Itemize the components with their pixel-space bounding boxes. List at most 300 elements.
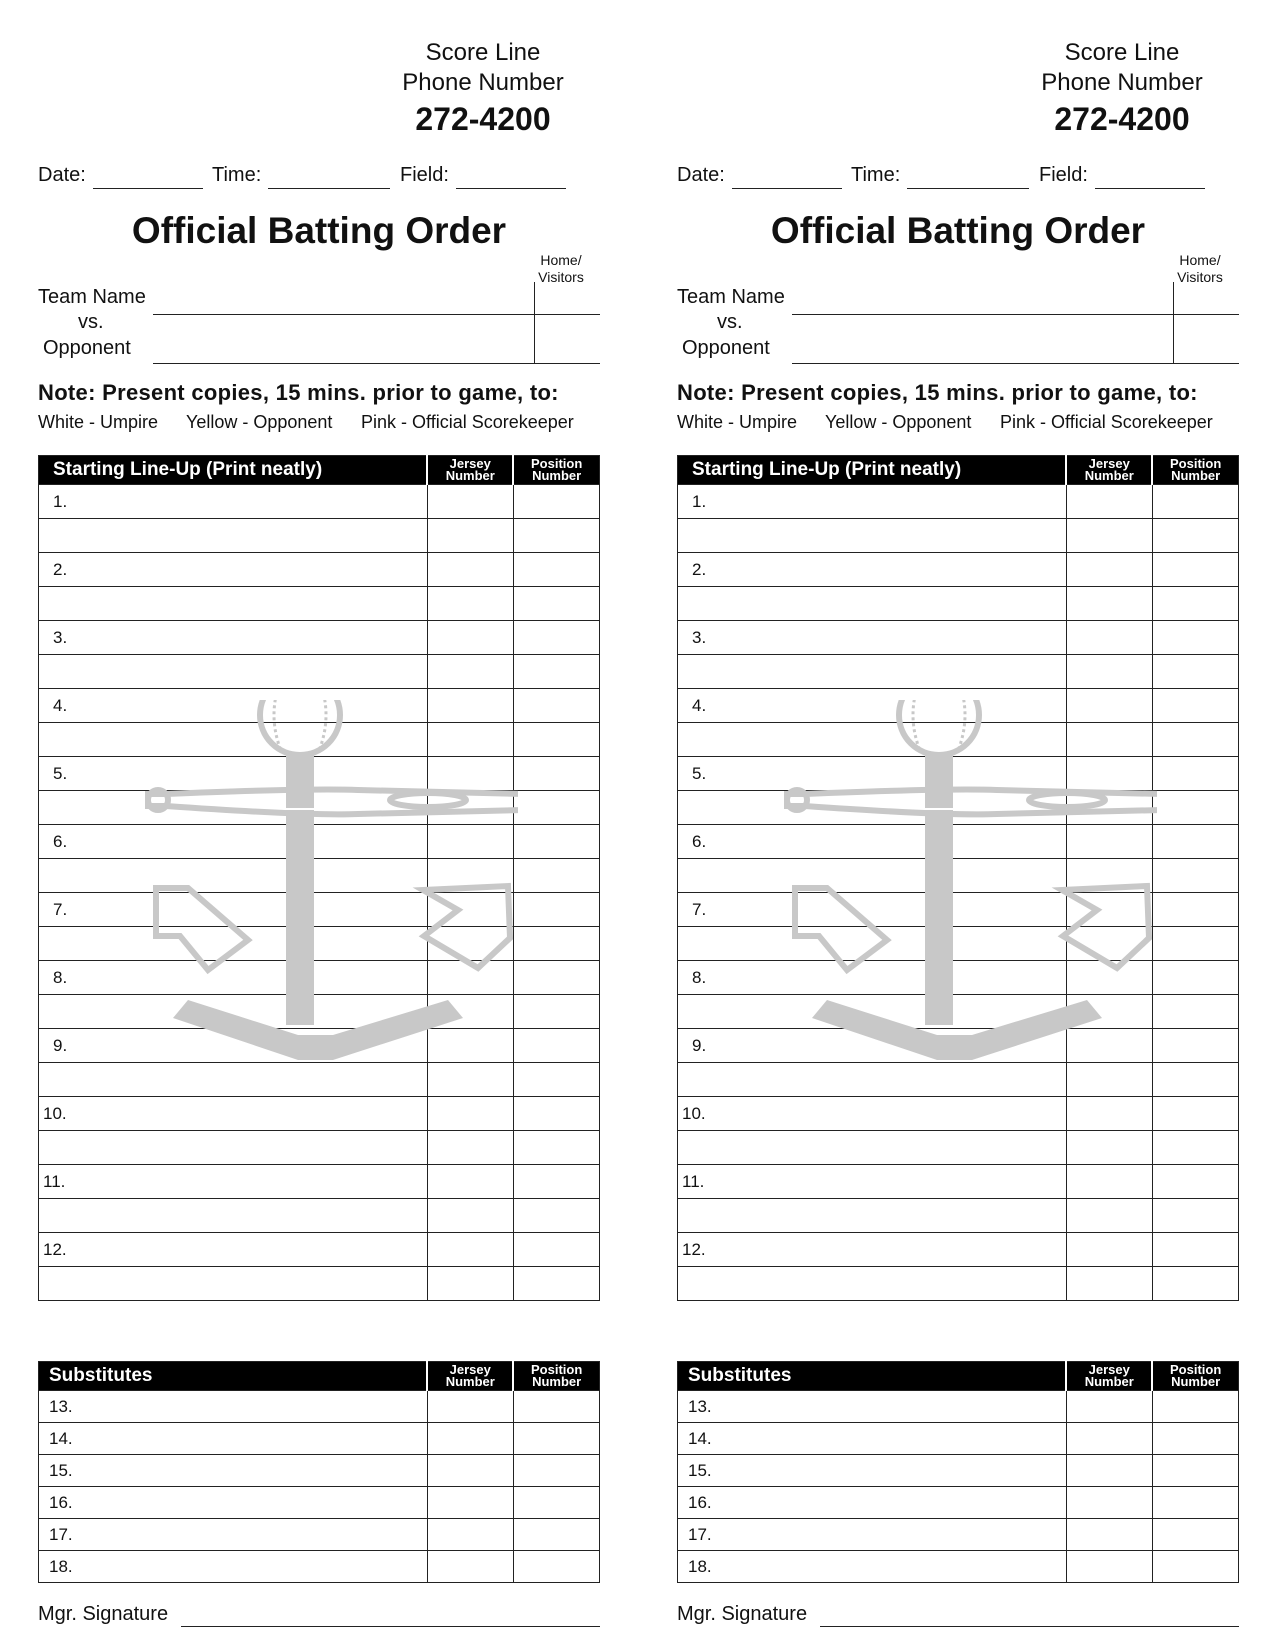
substitutes-header: Substitutes xyxy=(678,1362,1067,1391)
position-cell[interactable] xyxy=(513,1199,599,1233)
lineup-number[interactable]: 5. xyxy=(39,757,428,791)
player-name-cell[interactable] xyxy=(678,519,1067,553)
jersey-cell[interactable] xyxy=(1066,1097,1152,1131)
position-cell[interactable] xyxy=(513,1487,599,1519)
position-cell[interactable] xyxy=(513,485,599,519)
player-name-cell[interactable] xyxy=(678,1267,1067,1301)
sub-position-header-line1: Position xyxy=(1170,1362,1222,1377)
position-cell[interactable] xyxy=(1152,791,1238,825)
score-line-label: Score Line xyxy=(1064,39,1180,66)
visitors-label: Visitors xyxy=(538,269,584,285)
player-name-cell[interactable] xyxy=(39,791,428,825)
position-cell[interactable] xyxy=(1152,1165,1238,1199)
position-cell[interactable] xyxy=(1152,1029,1238,1063)
jersey-cell[interactable] xyxy=(427,927,513,961)
player-name-cell[interactable] xyxy=(678,587,1067,621)
lineup-row xyxy=(39,757,600,791)
lineup-row xyxy=(678,553,1239,587)
player-name-cell[interactable] xyxy=(39,723,428,757)
note-text: Note: Present copies, 15 mins. prior to game, to: xyxy=(38,380,559,405)
substitute-row xyxy=(39,1391,600,1423)
substitute-row xyxy=(39,1423,600,1455)
jersey-cell[interactable] xyxy=(1066,1063,1152,1097)
position-header-line1: Position xyxy=(1170,456,1222,471)
copy-yellow: Yellow - Opponent xyxy=(186,412,333,432)
player-name-cell[interactable] xyxy=(39,859,428,893)
lineup-number[interactable]: 2. xyxy=(39,553,428,587)
opponent-label: Opponent xyxy=(43,337,131,359)
lineup-row-second-line xyxy=(678,655,1239,689)
player-name-cell[interactable] xyxy=(678,723,1067,757)
copy-yellow: Yellow - Opponent xyxy=(825,412,972,432)
position-cell[interactable] xyxy=(513,859,599,893)
jersey-cell[interactable] xyxy=(1066,791,1152,825)
sub-position-number-header xyxy=(513,1362,599,1391)
player-name-cell[interactable] xyxy=(39,519,428,553)
score-line-block xyxy=(1022,38,1222,138)
lineup-row-second-line xyxy=(39,587,600,621)
jersey-cell[interactable] xyxy=(1066,995,1152,1029)
position-cell[interactable] xyxy=(513,995,599,1029)
substitute-row xyxy=(678,1391,1239,1423)
lineup-row-second-line xyxy=(678,1131,1239,1165)
manager-signature-field[interactable] xyxy=(820,1626,1239,1627)
lineup-row xyxy=(39,825,600,859)
jersey-cell[interactable] xyxy=(427,1519,513,1551)
score-line-block xyxy=(383,38,583,138)
position-cell[interactable] xyxy=(513,1233,599,1267)
lineup-row xyxy=(39,553,600,587)
home-visitors-divider xyxy=(1173,282,1174,364)
lineup-row-second-line xyxy=(39,1267,600,1301)
jersey-cell[interactable] xyxy=(427,1199,513,1233)
position-cell[interactable] xyxy=(1152,893,1238,927)
jersey-cell[interactable] xyxy=(1066,723,1152,757)
position-cell[interactable] xyxy=(1152,927,1238,961)
player-name-cell[interactable] xyxy=(39,1063,428,1097)
jersey-cell[interactable] xyxy=(427,961,513,995)
position-cell[interactable] xyxy=(1152,1455,1238,1487)
team-name-field[interactable] xyxy=(153,314,600,315)
substitute-row xyxy=(678,1487,1239,1519)
sub-jersey-header-line1: Jersey xyxy=(1088,1362,1130,1377)
lineup-row-second-line xyxy=(39,995,600,1029)
player-name-cell[interactable] xyxy=(678,995,1067,1029)
lineup-number[interactable]: 1. xyxy=(39,485,428,519)
time-field[interactable] xyxy=(907,188,1029,189)
jersey-cell[interactable] xyxy=(427,1487,513,1519)
jersey-cell[interactable] xyxy=(427,1423,513,1455)
date-label: Date: xyxy=(677,164,725,186)
field-field[interactable] xyxy=(1095,188,1205,189)
game-info-row xyxy=(38,164,600,194)
player-name-cell[interactable] xyxy=(39,1131,428,1165)
date-label: Date: xyxy=(38,164,86,186)
copies-distribution xyxy=(677,412,1239,436)
substitute-number[interactable]: 18. xyxy=(39,1551,428,1583)
time-label: Time: xyxy=(212,164,262,186)
position-header-line2: Number xyxy=(1171,468,1221,483)
vs-label: vs. xyxy=(717,311,743,333)
position-cell[interactable] xyxy=(513,791,599,825)
lineup-row xyxy=(678,1029,1239,1063)
lineup-row xyxy=(678,1233,1239,1267)
jersey-cell[interactable] xyxy=(427,587,513,621)
team-name-label: Team Name xyxy=(38,286,146,308)
jersey-cell[interactable] xyxy=(1066,519,1152,553)
jersey-cell[interactable] xyxy=(1066,621,1152,655)
position-cell[interactable] xyxy=(1152,825,1238,859)
lineup-row xyxy=(678,893,1239,927)
lineup-row xyxy=(678,689,1239,723)
player-name-cell[interactable] xyxy=(678,1063,1067,1097)
position-cell[interactable] xyxy=(513,1391,599,1423)
field-field[interactable] xyxy=(456,188,566,189)
lineup-row-second-line xyxy=(678,791,1239,825)
jersey-cell[interactable] xyxy=(1066,1423,1152,1455)
player-name-cell[interactable] xyxy=(678,1131,1067,1165)
position-cell[interactable] xyxy=(1152,1063,1238,1097)
manager-signature-label: Mgr. Signature xyxy=(38,1603,169,1625)
position-header-line1: Position xyxy=(531,456,583,471)
lineup-row xyxy=(678,621,1239,655)
substitute-number[interactable]: 13. xyxy=(678,1391,1067,1423)
lineup-number[interactable]: 9. xyxy=(678,1029,1067,1063)
jersey-cell[interactable] xyxy=(1066,1233,1152,1267)
lineup-row-second-line xyxy=(39,859,600,893)
position-cell[interactable] xyxy=(513,1267,599,1301)
lineup-number[interactable]: 5. xyxy=(678,757,1067,791)
phone-number: 272-4200 xyxy=(1054,101,1190,137)
jersey-cell[interactable] xyxy=(1066,1455,1152,1487)
date-field[interactable] xyxy=(732,188,842,189)
position-cell[interactable] xyxy=(513,723,599,757)
jersey-cell[interactable] xyxy=(1066,1391,1152,1423)
position-cell[interactable] xyxy=(1152,1097,1238,1131)
score-line-label: Score Line xyxy=(425,39,541,66)
jersey-cell[interactable] xyxy=(1066,757,1152,791)
substitute-row xyxy=(39,1519,600,1551)
jersey-cell[interactable] xyxy=(427,1391,513,1423)
date-field[interactable] xyxy=(93,188,203,189)
lineup-number[interactable]: 7. xyxy=(678,893,1067,927)
jersey-cell[interactable] xyxy=(427,1233,513,1267)
position-cell[interactable] xyxy=(513,1423,599,1455)
position-cell[interactable] xyxy=(1152,859,1238,893)
batting-order-sheet-right xyxy=(677,0,1239,1650)
sub-position-header-line1: Position xyxy=(531,1362,583,1377)
opponent-field[interactable] xyxy=(153,363,600,364)
page-title: Official Batting Order xyxy=(131,210,507,251)
position-cell[interactable] xyxy=(513,1131,599,1165)
jersey-cell[interactable] xyxy=(1066,927,1152,961)
field-label: Field: xyxy=(1039,164,1088,186)
substitute-row xyxy=(39,1551,600,1583)
jersey-cell[interactable] xyxy=(427,655,513,689)
position-cell[interactable] xyxy=(513,1097,599,1131)
jersey-cell[interactable] xyxy=(1066,893,1152,927)
home-visitors-label xyxy=(528,252,594,286)
position-number-header xyxy=(1152,456,1238,485)
jersey-cell[interactable] xyxy=(1066,1519,1152,1551)
position-cell[interactable] xyxy=(513,553,599,587)
page-title: Official Batting Order xyxy=(770,210,1146,251)
lineup-row xyxy=(39,621,600,655)
lineup-row xyxy=(678,961,1239,995)
player-name-cell[interactable] xyxy=(39,1199,428,1233)
position-cell[interactable] xyxy=(513,961,599,995)
substitute-number[interactable]: 13. xyxy=(39,1391,428,1423)
position-cell[interactable] xyxy=(513,1551,599,1583)
lineup-row-second-line xyxy=(39,1199,600,1233)
position-cell[interactable] xyxy=(1152,1519,1238,1551)
jersey-cell[interactable] xyxy=(1066,1267,1152,1301)
lineup-number[interactable]: 11. xyxy=(39,1165,428,1199)
time-label: Time: xyxy=(851,164,901,186)
jersey-cell[interactable] xyxy=(427,723,513,757)
position-header-line2: Number xyxy=(532,468,582,483)
lineup-number[interactable]: 6. xyxy=(39,825,428,859)
sub-position-number-header xyxy=(1152,1362,1238,1391)
lineup-row-second-line xyxy=(39,1063,600,1097)
lineup-number[interactable]: 8. xyxy=(678,961,1067,995)
position-cell[interactable] xyxy=(1152,485,1238,519)
jersey-cell[interactable] xyxy=(427,1267,513,1301)
lineup-row-second-line xyxy=(678,927,1239,961)
substitute-number[interactable]: 14. xyxy=(678,1423,1067,1455)
player-name-cell[interactable] xyxy=(678,859,1067,893)
lineup-row xyxy=(39,689,600,723)
sub-jersey-header-line1: Jersey xyxy=(449,1362,491,1377)
jersey-cell[interactable] xyxy=(427,1029,513,1063)
jersey-cell[interactable] xyxy=(427,1063,513,1097)
jersey-cell[interactable] xyxy=(1066,1131,1152,1165)
lineup-number[interactable]: 3. xyxy=(39,621,428,655)
jersey-cell[interactable] xyxy=(1066,1551,1152,1583)
position-cell[interactable] xyxy=(1152,1199,1238,1233)
jersey-cell[interactable] xyxy=(427,1165,513,1199)
phone-number-label: Phone Number xyxy=(402,69,564,96)
jersey-cell[interactable] xyxy=(1066,859,1152,893)
substitute-number[interactable]: 15. xyxy=(39,1455,428,1487)
position-cell[interactable] xyxy=(1152,1423,1238,1455)
copy-white: White - Umpire xyxy=(677,412,798,432)
lineup-row-second-line xyxy=(678,995,1239,1029)
field-label: Field: xyxy=(400,164,449,186)
lineup-row xyxy=(39,961,600,995)
position-cell[interactable] xyxy=(513,519,599,553)
jersey-cell[interactable] xyxy=(1066,553,1152,587)
position-cell[interactable] xyxy=(1152,723,1238,757)
jersey-cell[interactable] xyxy=(1066,1165,1152,1199)
substitutes-header: Substitutes xyxy=(39,1362,428,1391)
jersey-cell[interactable] xyxy=(427,689,513,723)
position-cell[interactable] xyxy=(1152,655,1238,689)
position-cell[interactable] xyxy=(513,1063,599,1097)
lineup-number[interactable]: 6. xyxy=(678,825,1067,859)
lineup-row-second-line xyxy=(39,1131,600,1165)
lineup-header: Starting Line-Up (Print neatly) xyxy=(678,456,1067,485)
substitute-number[interactable]: 14. xyxy=(39,1423,428,1455)
lineup-row-second-line xyxy=(39,927,600,961)
jersey-cell[interactable] xyxy=(427,893,513,927)
jersey-cell[interactable] xyxy=(427,1131,513,1165)
substitute-number[interactable]: 17. xyxy=(678,1519,1067,1551)
position-cell[interactable] xyxy=(513,893,599,927)
position-cell[interactable] xyxy=(1152,689,1238,723)
position-cell[interactable] xyxy=(513,621,599,655)
position-cell[interactable] xyxy=(1152,587,1238,621)
lineup-number[interactable]: 7. xyxy=(39,893,428,927)
opponent-field[interactable] xyxy=(792,363,1239,364)
player-name-cell[interactable] xyxy=(678,791,1067,825)
lineup-row-second-line xyxy=(39,519,600,553)
player-name-cell[interactable] xyxy=(39,1267,428,1301)
position-cell[interactable] xyxy=(1152,621,1238,655)
starting-lineup-table xyxy=(38,455,600,1301)
jersey-cell[interactable] xyxy=(427,1551,513,1583)
phone-number: 272-4200 xyxy=(415,101,551,137)
player-name-cell[interactable] xyxy=(678,1199,1067,1233)
home-visitors-divider xyxy=(534,282,535,364)
lineup-number[interactable]: 3. xyxy=(678,621,1067,655)
jersey-cell[interactable] xyxy=(427,825,513,859)
lineup-row xyxy=(39,1165,600,1199)
lineup-row-second-line xyxy=(678,519,1239,553)
jersey-number-header xyxy=(1066,456,1152,485)
jersey-cell[interactable] xyxy=(427,791,513,825)
team-name-field[interactable] xyxy=(792,314,1239,315)
position-cell[interactable] xyxy=(1152,1267,1238,1301)
team-name-label: Team Name xyxy=(677,286,785,308)
position-cell[interactable] xyxy=(513,1455,599,1487)
lineup-number[interactable]: 4. xyxy=(678,689,1067,723)
jersey-cell[interactable] xyxy=(427,995,513,1029)
position-cell[interactable] xyxy=(513,689,599,723)
lineup-row-second-line xyxy=(678,587,1239,621)
lineup-row xyxy=(678,1097,1239,1131)
jersey-cell[interactable] xyxy=(427,757,513,791)
position-cell[interactable] xyxy=(1152,1551,1238,1583)
substitute-row xyxy=(678,1455,1239,1487)
substitute-number[interactable]: 18. xyxy=(678,1551,1067,1583)
lineup-row-second-line xyxy=(678,859,1239,893)
position-cell[interactable] xyxy=(1152,995,1238,1029)
player-name-cell[interactable] xyxy=(39,995,428,1029)
lineup-row xyxy=(39,1029,600,1063)
player-name-cell[interactable] xyxy=(678,655,1067,689)
lineup-row xyxy=(39,1233,600,1267)
lineup-number[interactable]: 1. xyxy=(678,485,1067,519)
jersey-cell[interactable] xyxy=(1066,689,1152,723)
substitutes-table xyxy=(677,1361,1239,1583)
jersey-cell[interactable] xyxy=(1066,655,1152,689)
sub-position-header-line2: Number xyxy=(1171,1374,1221,1389)
position-cell[interactable] xyxy=(1152,1233,1238,1267)
manager-signature-field[interactable] xyxy=(181,1626,600,1627)
jersey-header-line2: Number xyxy=(445,468,495,483)
lineup-number[interactable]: 8. xyxy=(39,961,428,995)
position-cell[interactable] xyxy=(1152,519,1238,553)
position-cell[interactable] xyxy=(1152,553,1238,587)
batting-order-sheet-left xyxy=(38,0,600,1650)
lineup-row xyxy=(678,485,1239,519)
jersey-cell[interactable] xyxy=(427,1455,513,1487)
jersey-cell[interactable] xyxy=(1066,485,1152,519)
player-name-cell[interactable] xyxy=(39,655,428,689)
position-cell[interactable] xyxy=(513,655,599,689)
lineup-number[interactable]: 2. xyxy=(678,553,1067,587)
position-cell[interactable] xyxy=(1152,757,1238,791)
jersey-cell[interactable] xyxy=(1066,1029,1152,1063)
position-cell[interactable] xyxy=(513,1165,599,1199)
note-text: Note: Present copies, 15 mins. prior to game, to: xyxy=(677,380,1198,405)
vs-label: vs. xyxy=(78,311,104,333)
substitute-number[interactable]: 16. xyxy=(39,1487,428,1519)
home-label: Home/ xyxy=(540,252,582,268)
phone-number-label: Phone Number xyxy=(1041,69,1203,96)
substitute-number[interactable]: 15. xyxy=(678,1455,1067,1487)
player-name-cell[interactable] xyxy=(678,927,1067,961)
substitute-number[interactable]: 16. xyxy=(678,1487,1067,1519)
jersey-cell[interactable] xyxy=(427,519,513,553)
lineup-row-second-line xyxy=(39,655,600,689)
position-cell[interactable] xyxy=(1152,1487,1238,1519)
lineup-number[interactable]: 10. xyxy=(678,1097,1067,1131)
jersey-cell[interactable] xyxy=(427,859,513,893)
position-cell[interactable] xyxy=(1152,1391,1238,1423)
position-cell[interactable] xyxy=(513,1519,599,1551)
sub-jersey-number-header xyxy=(427,1362,513,1391)
lineup-row xyxy=(678,825,1239,859)
substitute-row xyxy=(678,1519,1239,1551)
lineup-row-second-line xyxy=(678,1267,1239,1301)
jersey-cell[interactable] xyxy=(427,485,513,519)
jersey-cell[interactable] xyxy=(427,553,513,587)
lineup-number[interactable]: 11. xyxy=(678,1165,1067,1199)
jersey-cell[interactable] xyxy=(427,1097,513,1131)
position-cell[interactable] xyxy=(1152,961,1238,995)
jersey-cell[interactable] xyxy=(1066,1487,1152,1519)
substitute-row xyxy=(678,1423,1239,1455)
position-cell[interactable] xyxy=(513,1029,599,1063)
time-field[interactable] xyxy=(268,188,390,189)
position-cell[interactable] xyxy=(1152,1131,1238,1165)
jersey-cell[interactable] xyxy=(1066,961,1152,995)
position-cell[interactable] xyxy=(513,757,599,791)
sub-position-header-line2: Number xyxy=(532,1374,582,1389)
jersey-number-header xyxy=(427,456,513,485)
jersey-cell[interactable] xyxy=(1066,1199,1152,1233)
jersey-cell[interactable] xyxy=(1066,825,1152,859)
jersey-header-line2: Number xyxy=(1084,468,1134,483)
jersey-cell[interactable] xyxy=(427,621,513,655)
copy-white: White - Umpire xyxy=(38,412,159,432)
lineup-number[interactable]: 12. xyxy=(678,1233,1067,1267)
starting-lineup-table xyxy=(677,455,1239,1301)
position-cell[interactable] xyxy=(513,927,599,961)
player-name-cell[interactable] xyxy=(39,587,428,621)
substitute-number[interactable]: 17. xyxy=(39,1519,428,1551)
lineup-number[interactable]: 9. xyxy=(39,1029,428,1063)
position-cell[interactable] xyxy=(513,825,599,859)
player-name-cell[interactable] xyxy=(39,927,428,961)
position-cell[interactable] xyxy=(513,587,599,621)
lineup-number[interactable]: 10. xyxy=(39,1097,428,1131)
lineup-number[interactable]: 12. xyxy=(39,1233,428,1267)
jersey-cell[interactable] xyxy=(1066,587,1152,621)
lineup-number[interactable]: 4. xyxy=(39,689,428,723)
